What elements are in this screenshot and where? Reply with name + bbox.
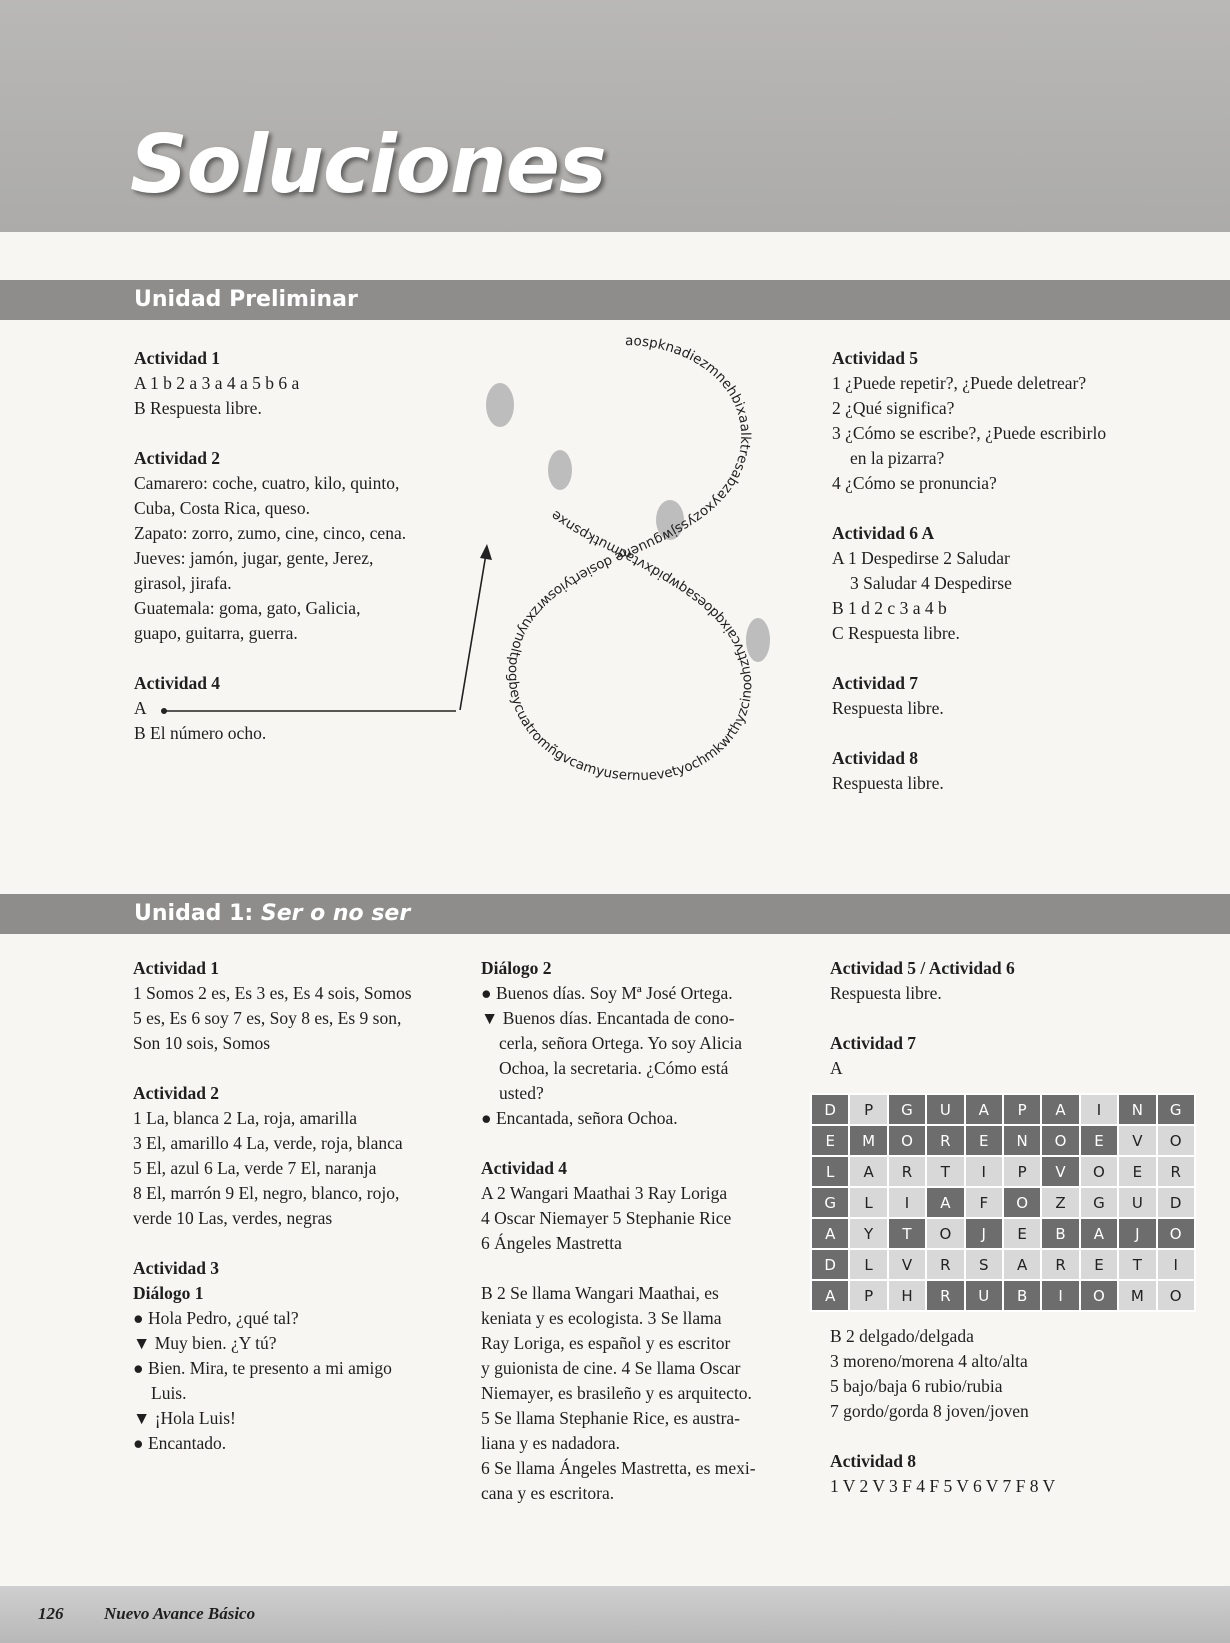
word-search-cell: B xyxy=(1003,1280,1041,1311)
word-search-cell: I xyxy=(965,1156,1003,1187)
word-search-cell: L xyxy=(811,1156,849,1187)
answer-line: A 1 Despedirse 2 Saludar xyxy=(832,548,1010,568)
activity-heading: Actividad 2 xyxy=(133,1083,220,1103)
word-search-cell: O xyxy=(888,1125,926,1156)
spacer xyxy=(832,721,1172,746)
word-search-cell: J xyxy=(1118,1218,1156,1249)
activity-heading: Actividad 4 xyxy=(481,1158,568,1178)
word-search-cell: M xyxy=(1118,1280,1156,1311)
answer-line: 5 bajo/baja 6 rubio/rubia xyxy=(830,1376,1003,1396)
activity-heading: Actividad 1 xyxy=(134,348,221,368)
answer-line: Luis. xyxy=(151,1383,187,1403)
word-search-cell: I xyxy=(1157,1249,1195,1280)
answer-line: C Respuesta libre. xyxy=(832,623,960,643)
answer-line: 1 V 2 V 3 F 4 F 5 V 6 V 7 F 8 V xyxy=(830,1476,1056,1496)
answer-line: ▼ ¡Hola Luis! xyxy=(133,1408,236,1428)
unidad1-column-3-top xyxy=(830,956,1190,1081)
answer-line: girasol, jirafa. xyxy=(134,573,232,593)
word-search-cell: A xyxy=(965,1094,1003,1125)
word-search-cell: R xyxy=(1157,1156,1195,1187)
answer-line: 5 es, Es 6 soy 7 es, Soy 8 es, Es 9 son, xyxy=(133,1008,402,1028)
word-search-row xyxy=(811,1249,1195,1280)
prelim-left-column xyxy=(134,346,474,746)
answer-line: ● Hola Pedro, ¿qué tal? xyxy=(133,1308,299,1328)
word-search-cell: G xyxy=(1080,1187,1118,1218)
word-search-cell: V xyxy=(888,1249,926,1280)
word-search-cell: O xyxy=(1080,1156,1118,1187)
answer-line: B Respuesta libre. xyxy=(134,398,262,418)
activity-heading: Actividad 8 xyxy=(830,1451,917,1471)
word-search-row xyxy=(811,1218,1195,1249)
spacer xyxy=(830,1006,1190,1031)
word-search-cell: E xyxy=(1080,1249,1118,1280)
word-search-cell: R xyxy=(926,1249,964,1280)
word-search-cell: M xyxy=(849,1125,887,1156)
answer-line: 4 Oscar Niemayer 5 Stephanie Rice xyxy=(481,1208,732,1228)
answer-line: A 2 Wangari Maathai 3 Ray Loriga xyxy=(481,1183,728,1203)
word-search-cell: B xyxy=(1041,1218,1079,1249)
word-search-cell: V xyxy=(1118,1125,1156,1156)
answer-line: 3 Saludar 4 Despedirse xyxy=(850,573,1012,593)
word-search-cell: T xyxy=(1118,1249,1156,1280)
word-search-row xyxy=(811,1280,1195,1311)
answer-line: ▼ Buenos días. Encantada de cono- xyxy=(481,1008,735,1028)
word-search-cell: P xyxy=(849,1280,887,1311)
activity-heading: Diálogo 1 xyxy=(133,1283,204,1303)
word-search-cell: Y xyxy=(849,1218,887,1249)
answer-line: verde 10 Las, verdes, negras xyxy=(133,1208,333,1228)
page-number: 126 xyxy=(38,1604,64,1623)
word-search-cell: A xyxy=(1080,1218,1118,1249)
word-search-cell: J xyxy=(965,1218,1003,1249)
word-search-cell: F xyxy=(965,1187,1003,1218)
answer-line: Ochoa, la secretaria. ¿Cómo está xyxy=(499,1058,729,1078)
svg-text:aospknadiezmnehbixaalktresabza xyxy=(505,333,756,784)
answer-line: ● Buenos días. Soy Mª José Ortega. xyxy=(481,983,733,1003)
word-search-cell: O xyxy=(1041,1125,1079,1156)
word-search-row xyxy=(811,1187,1195,1218)
answer-line: liana y es nadadora. xyxy=(481,1433,620,1453)
word-search-cell: O xyxy=(1080,1280,1118,1311)
arrow-line xyxy=(160,703,460,723)
word-search-cell: L xyxy=(849,1249,887,1280)
activity-heading: Actividad 5 / Actividad 6 xyxy=(830,958,1015,978)
answer-line: 3 moreno/morena 4 alto/alta xyxy=(830,1351,1028,1371)
answer-line: Niemayer, es brasileño y es arquitecto. xyxy=(481,1383,752,1403)
answer-line: 2 ¿Qué significa? xyxy=(832,398,955,418)
word-search-cell: H xyxy=(888,1280,926,1311)
answer-line: B El número ocho. xyxy=(134,723,267,743)
word-search-cell: O xyxy=(1157,1218,1195,1249)
activity-heading: Actividad 8 xyxy=(832,748,919,768)
word-search-cell: E xyxy=(1118,1156,1156,1187)
answer-line: 3 ¿Cómo se escribe?, ¿Puede escribirlo xyxy=(832,423,1107,443)
word-search-cell: U xyxy=(926,1094,964,1125)
answer-line: Respuesta libre. xyxy=(832,698,944,718)
word-search-cell: A xyxy=(811,1218,849,1249)
word-search-cell: D xyxy=(811,1094,849,1125)
answer-line: 4 ¿Cómo se pronuncia? xyxy=(832,473,997,493)
word-search-cell: I xyxy=(888,1187,926,1218)
answer-line: cerla, señora Ortega. Yo soy Alicia xyxy=(499,1033,742,1053)
answer-line: y guionista de cine. 4 Se llama Oscar xyxy=(481,1358,741,1378)
word-search-cell: N xyxy=(1003,1125,1041,1156)
word-search-cell: G xyxy=(811,1187,849,1218)
page-footer xyxy=(0,1586,1230,1643)
answer-line: 5 Se llama Stephanie Rice, es austra- xyxy=(481,1408,741,1428)
answer-line: Guatemala: goma, gato, Galicia, xyxy=(134,598,361,618)
word-search-cell: L xyxy=(849,1187,887,1218)
answer-line: Respuesta libre. xyxy=(830,983,942,1003)
word-search-cell: S xyxy=(965,1249,1003,1280)
word-search-cell: E xyxy=(811,1125,849,1156)
answer-line: 6 Ángeles Mastretta xyxy=(481,1233,622,1253)
activity-heading: Actividad 5 xyxy=(832,348,919,368)
unidad1-column-2 xyxy=(481,956,821,1506)
activity-heading: Actividad 6 A xyxy=(832,523,935,543)
unidad1-column-3-bottom xyxy=(830,1324,1190,1499)
word-search-cell: U xyxy=(1118,1187,1156,1218)
word-search-cell: O xyxy=(1157,1125,1195,1156)
word-search-cell: D xyxy=(811,1249,849,1280)
word-search-cell: A xyxy=(1003,1249,1041,1280)
word-search-cell: A xyxy=(926,1187,964,1218)
answer-line: B 1 d 2 c 3 a 4 b xyxy=(832,598,947,618)
spacer xyxy=(830,1424,1190,1449)
word-search-cell: R xyxy=(926,1125,964,1156)
answer-line: 3 El, amarillo 4 La, verde, roja, blanca xyxy=(133,1133,403,1153)
activity-heading: Diálogo 2 xyxy=(481,958,552,978)
answer-line: ● Encantado. xyxy=(133,1433,227,1453)
answer-line: A xyxy=(830,1058,843,1078)
word-search-cell: G xyxy=(1157,1094,1195,1125)
word-search-row xyxy=(811,1156,1195,1187)
word-search-cell: A xyxy=(849,1156,887,1187)
spacer xyxy=(134,646,474,671)
answer-line: Ray Loriga, es español y es escritor xyxy=(481,1333,731,1353)
word-search-cell: U xyxy=(965,1280,1003,1311)
word-search-cell: P xyxy=(849,1094,887,1125)
word-search-cell: O xyxy=(926,1218,964,1249)
unit-title: Ser o no ser xyxy=(260,901,411,926)
word-search-cell: Z xyxy=(1041,1187,1079,1218)
answer-line: cana y es escritora. xyxy=(481,1483,615,1503)
answer-line: B 2 Se llama Wangari Maathai, es xyxy=(481,1283,719,1303)
unidad1-column-1 xyxy=(133,956,473,1456)
answer-line: 8 El, marrón 9 El, negro, blanco, rojo, xyxy=(133,1183,400,1203)
word-search-cell: P xyxy=(1003,1094,1041,1125)
word-search-cell: G xyxy=(888,1094,926,1125)
word-search-cell: P xyxy=(1003,1156,1041,1187)
answer-line: 1 Somos 2 es, Es 3 es, Es 4 sois, Somos xyxy=(133,983,412,1003)
word-search-row xyxy=(811,1125,1195,1156)
spacer xyxy=(134,421,474,446)
unit-label: Unidad 1: xyxy=(134,901,261,926)
answer-line: Camarero: coche, cuatro, kilo, quinto, xyxy=(134,473,400,493)
spacer xyxy=(832,646,1172,671)
number-eight-letter-spiral xyxy=(440,330,810,800)
answer-line: 7 gordo/gorda 8 joven/joven xyxy=(830,1401,1029,1421)
word-search-cell: O xyxy=(1003,1187,1041,1218)
spacer xyxy=(481,1131,821,1156)
word-search-cell: N xyxy=(1118,1094,1156,1125)
answer-line: Respuesta libre. xyxy=(832,773,944,793)
prelim-right-column xyxy=(832,346,1172,796)
page-title: Soluciones xyxy=(130,118,606,211)
word-search-cell: D xyxy=(1157,1187,1195,1218)
activity-heading: Actividad 7 xyxy=(832,673,919,693)
section-band-unidad1 xyxy=(0,894,1230,934)
spacer xyxy=(832,496,1172,521)
word-search-cell: V xyxy=(1041,1156,1079,1187)
answer-line: ● Encantada, señora Ochoa. xyxy=(481,1108,678,1128)
section-band-preliminar xyxy=(0,280,1230,320)
word-search-grid xyxy=(810,1093,1196,1312)
answer-line: Jueves: jamón, jugar, gente, Jerez, xyxy=(134,548,374,568)
word-search-cell: E xyxy=(965,1125,1003,1156)
book-title: Nuevo Avance Básico xyxy=(104,1604,256,1623)
answer-line: ▼ Muy bien. ¿Y tú? xyxy=(133,1333,277,1353)
answer-line: 1 La, blanca 2 La, roja, amarilla xyxy=(133,1108,357,1128)
activity-heading: Actividad 7 xyxy=(830,1033,917,1053)
answer-line: Son 10 sois, Somos xyxy=(133,1033,271,1053)
activity-heading: Actividad 4 xyxy=(134,673,221,693)
word-search-cell: T xyxy=(926,1156,964,1187)
answer-line: Cuba, Costa Rica, queso. xyxy=(134,498,310,518)
section-title-preliminar: Unidad Preliminar xyxy=(134,287,358,312)
activity-heading: Actividad 2 xyxy=(134,448,221,468)
spiral-letters: aospknadiezmnehbixaalktresabzayxozyssjwguuene dosiertyioswrzxuynoltpogbeycuatromñgvcamyusernuevetyochmkwrthyzcinoohztfvcaixqdoesaqwpidxvtadmutkpsnxe xyxy=(504,332,756,785)
answer-line: keniata y es ecologista. 3 Se llama xyxy=(481,1308,722,1328)
answer-line: ● Bien. Mira, te presento a mi amigo xyxy=(133,1358,392,1378)
answer-line: guapo, guitarra, guerra. xyxy=(134,623,298,643)
activity-heading: Actividad 3 xyxy=(133,1258,220,1278)
answer-line: 5 El, azul 6 La, verde 7 El, naranja xyxy=(133,1158,377,1178)
answer-line: A xyxy=(134,698,147,718)
word-search-cell: R xyxy=(888,1156,926,1187)
word-search-row xyxy=(811,1094,1195,1125)
spacer xyxy=(481,1256,821,1281)
answer-line: Zapato: zorro, zumo, cine, cinco, cena. xyxy=(134,523,407,543)
answer-line: A 1 b 2 a 3 a 4 a 5 b 6 a xyxy=(134,373,300,393)
word-search-cell: E xyxy=(1003,1218,1041,1249)
word-search-cell: O xyxy=(1157,1280,1195,1311)
word-search-cell: I xyxy=(1041,1280,1079,1311)
answer-line: en la pizarra? xyxy=(850,448,945,468)
answer-line: 1 ¿Puede repetir?, ¿Puede deletrear? xyxy=(832,373,1087,393)
activity-heading: Actividad 1 xyxy=(133,958,220,978)
word-search-cell: E xyxy=(1080,1125,1118,1156)
word-search-cell: A xyxy=(811,1280,849,1311)
spacer xyxy=(133,1231,473,1256)
word-search-cell: R xyxy=(1041,1249,1079,1280)
word-search-cell: T xyxy=(888,1218,926,1249)
word-search-cell: R xyxy=(926,1280,964,1311)
answer-line: 6 Se llama Ángeles Mastretta, es mexi- xyxy=(481,1458,756,1478)
answer-line: usted? xyxy=(499,1083,544,1103)
word-search-cell: A xyxy=(1041,1094,1079,1125)
section-title-unidad1 xyxy=(0,894,1230,934)
spacer xyxy=(133,1056,473,1081)
word-search-cell: I xyxy=(1080,1094,1118,1125)
answer-line: B 2 delgado/delgada xyxy=(830,1326,974,1346)
